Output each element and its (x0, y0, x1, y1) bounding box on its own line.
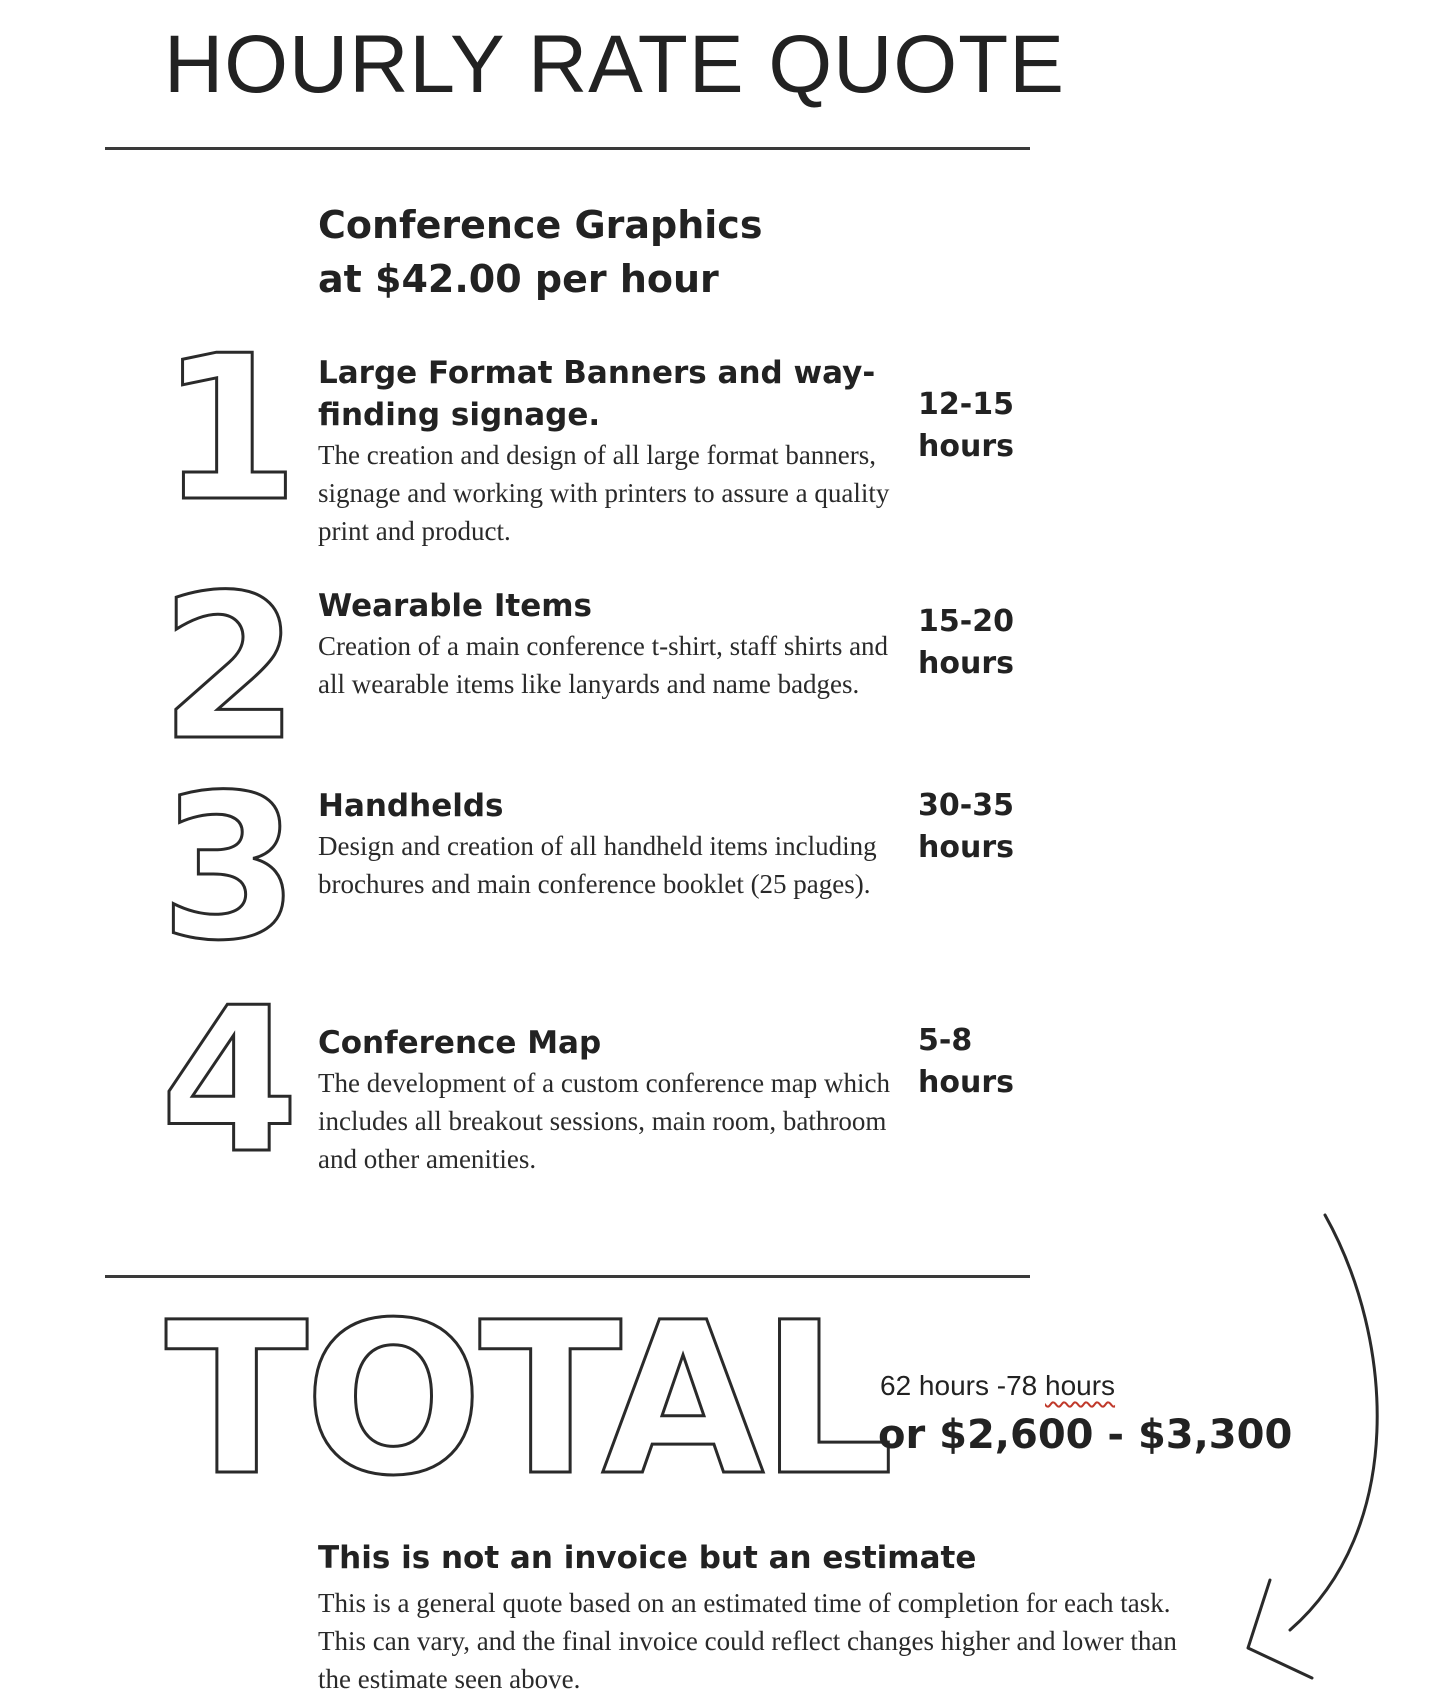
item-heading-4: Conference Map (318, 1025, 602, 1061)
project-name: Conference Graphics (318, 203, 763, 247)
item-hours-range-4: 5-8 (918, 1023, 973, 1058)
item-description-3: Design and creation of all handheld items including brochures and main conference booklet (25 pages). (318, 831, 877, 899)
item-hours-4 (918, 1020, 1078, 1104)
top-divider (105, 147, 1030, 150)
item-number-2: 2 (160, 552, 300, 785)
item-hours-unit-3: hours (918, 830, 1014, 865)
item-description-4: The development of a custom conference map which includes all breakout sessions, main room, bathroom and other amenities. (318, 1068, 891, 1174)
quote-subtitle (318, 198, 762, 306)
item-hours-unit-4: hours (918, 1065, 1014, 1100)
item-number-3: 3 (160, 752, 300, 985)
item-description-2: Creation of a main conference t-shirt, staff shirts and all wearable items like lanyards and name badges. (318, 631, 889, 699)
item-heading-1: Large Format Banners and way-finding signage. (318, 355, 876, 433)
item-hours-1 (918, 384, 1078, 468)
item-hours-3 (918, 785, 1078, 869)
total-label: TOTAL (165, 1277, 891, 1522)
item-hours-range-3: 30-35 (918, 788, 1014, 823)
curved-arrow-stroke (1290, 1215, 1377, 1630)
total-cost: or $2,600 - $3,300 (878, 1412, 1293, 1458)
item-hours-unit-2: hours (918, 646, 1014, 681)
curved-arrow-icon (1230, 1200, 1410, 1700)
item-hours-range-1: 12-15 (918, 387, 1014, 422)
total-hours-suffix: hours (1045, 1370, 1116, 1401)
item-hours-unit-1: hours (918, 429, 1014, 464)
item-hours-range-2: 15-20 (918, 604, 1014, 639)
item-heading-2: Wearable Items (318, 588, 593, 624)
total-hours (880, 1370, 1115, 1402)
item-hours-2 (918, 601, 1078, 685)
disclaimer-body: This is a general quote based on an estimated time of completion for each task. This can vary, and the final invoice could reflect changes higher and lower than the estimate seen above. (318, 1588, 1177, 1694)
total-hours-prefix: 62 hours -78 (880, 1370, 1045, 1401)
item-description-1: The creation and design of all large format banners, signage and working with printers to assure a quality print and product. (318, 440, 890, 546)
curved-arrow-head (1248, 1580, 1312, 1678)
disclaimer-heading: This is not an invoice but an estimate (318, 1540, 977, 1576)
hourly-rate: at $42.00 per hour (318, 257, 719, 301)
item-number-1: 1 (160, 313, 300, 546)
item-heading-3: Handhelds (318, 788, 504, 824)
page-title: HOURLY RATE QUOTE (164, 19, 1065, 110)
item-number-4: 4 (160, 965, 300, 1198)
